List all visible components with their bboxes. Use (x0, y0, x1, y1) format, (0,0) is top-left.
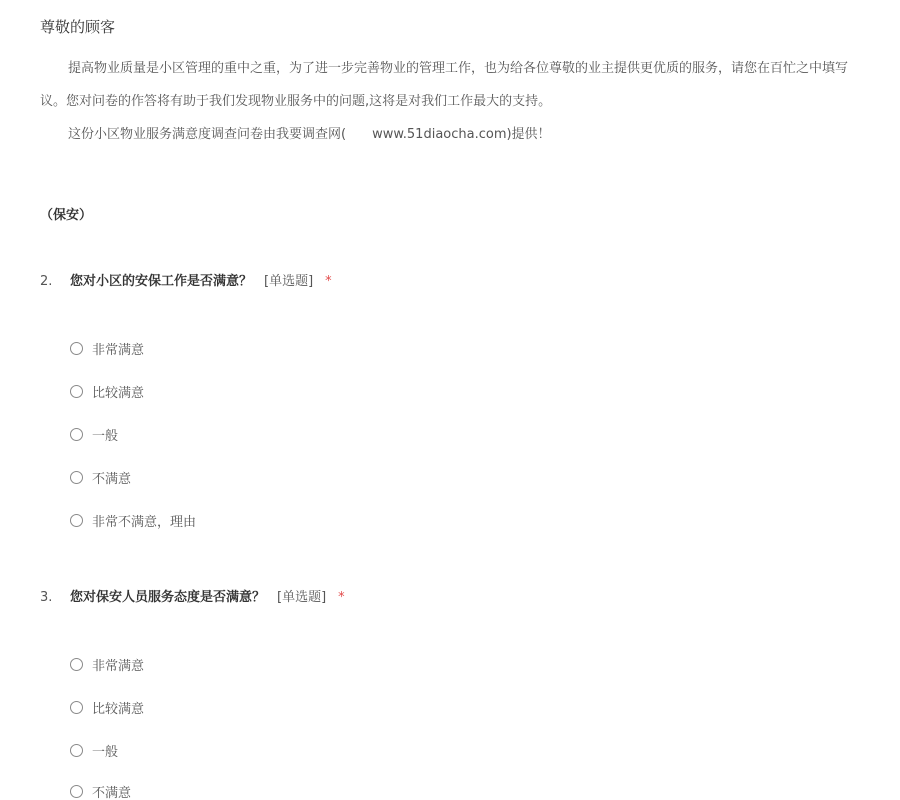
intro-line-1: 提高物业质量是小区管理的重中之重，为了进一步完善物业的管理工作，也为给各位尊敬的业主提供更优质的服务，请您在百忙之中填写 (68, 61, 849, 76)
intro-line-2: 议。您对问卷的作答将有助于我们发现物业服务中的问题,这将是对我们工作最大的支持。 (40, 94, 552, 109)
q2-option-3[interactable] (70, 425, 118, 443)
q2-option-1[interactable] (70, 339, 144, 357)
option-label: 非常不满意，理由 (92, 514, 197, 530)
q2-option-2[interactable] (70, 382, 144, 400)
q3-option-3[interactable] (70, 741, 118, 759)
option-label: 不满意 (92, 785, 132, 800)
option-label: 不满意 (92, 471, 132, 487)
q3-option-4[interactable] (70, 782, 131, 800)
question-2-header (40, 270, 332, 289)
question-title: 您对保安人员服务态度是否满意？ (70, 590, 266, 605)
section-title: （保安） (40, 208, 93, 223)
option-label: 非常满意 (92, 658, 145, 674)
radio-button[interactable] (70, 342, 83, 355)
question-type: [单选题] (277, 590, 327, 605)
intro-line-3: 这份小区物业服务满意度调查问卷由我要调查网( www.51diaocha.com)提供！ (68, 127, 551, 142)
radio-button[interactable] (70, 701, 83, 714)
required-marker: * (325, 274, 332, 289)
option-label: 比较满意 (92, 385, 145, 401)
radio-button[interactable] (70, 514, 83, 527)
radio-button[interactable] (70, 658, 83, 671)
q2-option-5[interactable] (70, 511, 196, 529)
q2-option-4[interactable] (70, 468, 131, 486)
question-type: [单选题] (264, 274, 314, 289)
option-label: 一般 (92, 428, 119, 444)
required-marker: * (338, 590, 345, 605)
question-number: 3. (40, 590, 53, 605)
radio-button[interactable] (70, 744, 83, 757)
q3-option-2[interactable] (70, 698, 144, 716)
question-3-header (40, 586, 345, 605)
option-label: 一般 (92, 744, 119, 760)
radio-button[interactable] (70, 471, 83, 484)
option-label: 比较满意 (92, 701, 145, 717)
greeting-title: 尊敬的顾客 (40, 18, 116, 36)
option-label: 非常满意 (92, 342, 145, 358)
question-title: 您对小区的安保工作是否满意？ (70, 274, 253, 289)
radio-button[interactable] (70, 385, 83, 398)
question-number: 2. (40, 274, 53, 289)
q3-option-1[interactable] (70, 655, 144, 673)
radio-button[interactable] (70, 428, 83, 441)
radio-button[interactable] (70, 785, 83, 798)
